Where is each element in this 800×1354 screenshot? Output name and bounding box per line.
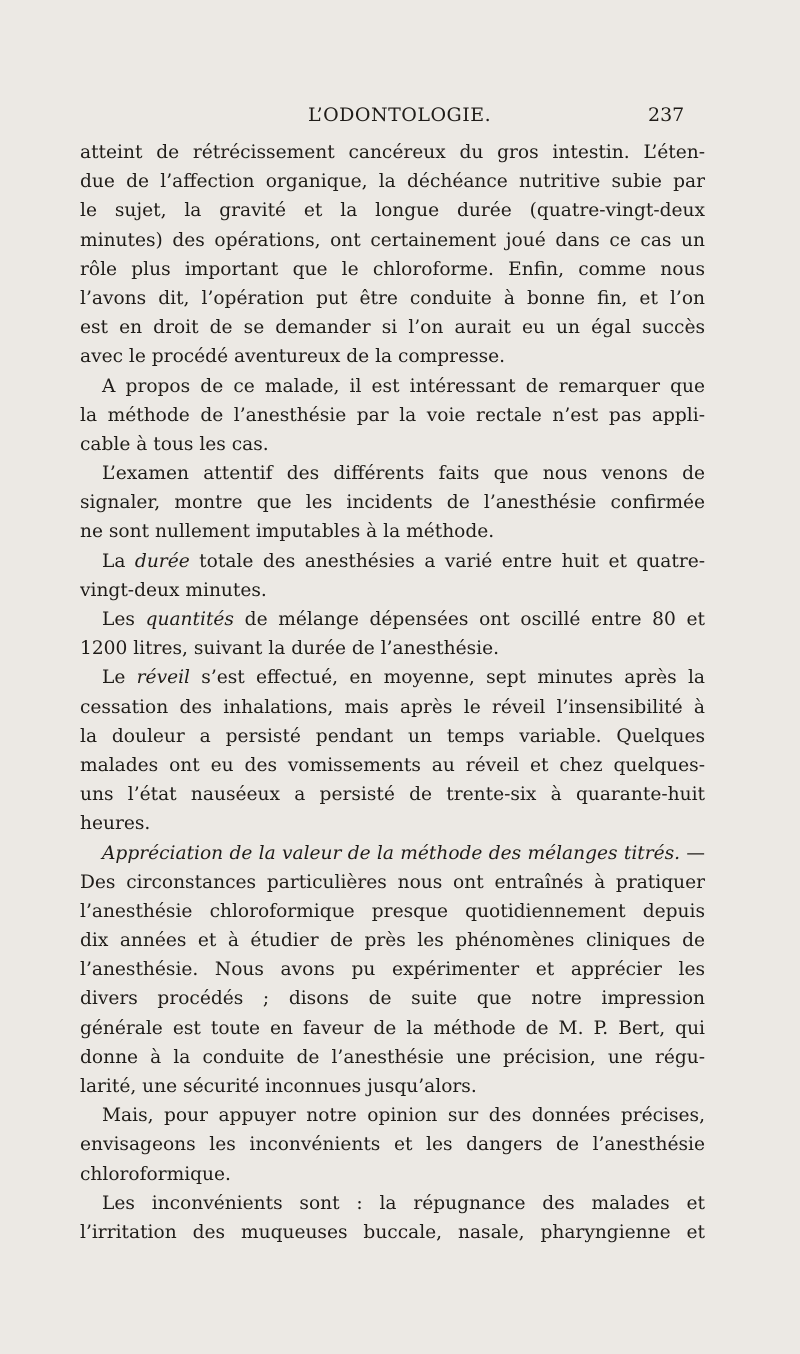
paragraph-7 [80, 839, 705, 1102]
body-text [80, 138, 705, 1247]
text-line: la méthode de l’anesthésie par la voie rectale n’est pas appli- [80, 404, 705, 426]
text-line: divers procédés ; disons de suite que notre impression [80, 988, 705, 1010]
text-line: est en droit de se demander si l’on aurait eu un égal succès [80, 317, 705, 339]
section-heading: Appréciation de la valeur de la méthode des mélanges titrés. [102, 842, 681, 864]
text-line: signaler, montre que les incidents de l’anesthésie confirmée [80, 492, 705, 514]
page-number: 237 [648, 104, 685, 126]
text-run: Les [102, 609, 146, 630]
text-line: l’anesthésie chloroformique presque quotidiennement depuis [80, 900, 705, 922]
text-run: s’est effectué, en moyenne, sept minutes après la [189, 667, 705, 689]
text-line: minutes) des opérations, ont certainement joué dans ce cas un [80, 229, 705, 251]
text-line: le sujet, la gravité et la longue durée (quatre-vingt-deux [80, 200, 705, 222]
text-run: La [102, 550, 135, 572]
text-line: malades ont eu des vomissements au réveil et chez quelques- [80, 754, 705, 776]
paragraph-9 [80, 1189, 705, 1247]
text-line: vingt-deux minutes. [80, 579, 267, 601]
text-line [80, 605, 705, 634]
text-line: avec le procédé aventureux de la compresse. [80, 346, 506, 368]
text-line: rôle plus important que le chloroforme. Enfin, comme nous [80, 258, 705, 280]
text-line: chloroformique. [80, 1163, 231, 1185]
text-line: dix années et à étudier de près les phénomènes cliniques de [80, 930, 705, 952]
text-run: Le [102, 667, 137, 689]
text-line: L’examen attentif des différents faits que nous venons de [102, 463, 705, 485]
running-title: L’ODONTOLOGIE. [308, 104, 492, 126]
italic-term-quantites: quantités [145, 609, 234, 630]
text-line: cable à tous les cas. [80, 433, 269, 455]
text-line [80, 663, 705, 692]
page-header [0, 104, 800, 134]
text-line: larité, une sécurité inconnues jusqu’alors. [80, 1076, 477, 1097]
text-line: atteint de rétrécissement cancéreux du gros intestin. L’éten- [80, 142, 705, 163]
paragraph-8 [80, 1101, 705, 1189]
paragraph-3 [80, 459, 705, 547]
text-line: donne à la conduite de l’anesthésie une précision, une régu- [80, 1046, 705, 1068]
text-run: totale des anesthésies a varié entre huit et quatre- [189, 550, 705, 572]
em-dash: — [680, 842, 705, 864]
text-line: la douleur a persisté pendant un temps variable. Quelques [80, 725, 705, 747]
text-line [80, 547, 705, 576]
text-line: heures. [80, 813, 151, 835]
text-line: l’irritation des muqueuses buccale, nasale, pharyngienne et [80, 1221, 705, 1243]
paragraph-2 [80, 372, 705, 460]
paragraph-1 [80, 138, 705, 372]
text-line: due de l’affection organique, la déchéance nutritive subie par [80, 171, 705, 193]
paragraph-6 [80, 663, 705, 838]
paragraph-4 [80, 547, 705, 605]
text-run: de mélange dépensées ont oscillé entre 80 et [233, 609, 705, 630]
text-line: ne sont nullement imputables à la méthode. [80, 521, 495, 543]
text-line: uns l’état nauséeux a persisté de trente-six à quarante-huit [80, 784, 705, 806]
italic-term-duree: durée [134, 550, 190, 572]
text-line: générale est toute en faveur de la méthode de M. P. Bert, qui [80, 1017, 705, 1039]
text-line: Les inconvénients sont : la répugnance des malades et [102, 1192, 705, 1214]
paragraph-5 [80, 605, 705, 663]
text-line: envisageons les inconvénients et les dangers de l’anesthésie [80, 1134, 705, 1156]
text-line: A propos de ce malade, il est intéressant de remarquer que [102, 375, 705, 397]
text-line: cessation des inhalations, mais après le réveil l’insensibilité à [80, 696, 705, 718]
italic-term-reveil: réveil [136, 667, 190, 689]
text-line: 1200 litres, suivant la durée de l’anesthésie. [80, 638, 500, 660]
text-line: l’avons dit, l’opération put être conduite à bonne fin, et l’on [80, 287, 705, 309]
text-line: l’anesthésie. Nous avons pu expérimenter et apprécier les [80, 959, 705, 981]
text-line: Mais, pour appuyer notre opinion sur des données précises, [102, 1105, 705, 1127]
section-heading-line [80, 839, 705, 868]
text-line: Des circonstances particulières nous ont entraînés à pratiquer [80, 871, 705, 893]
